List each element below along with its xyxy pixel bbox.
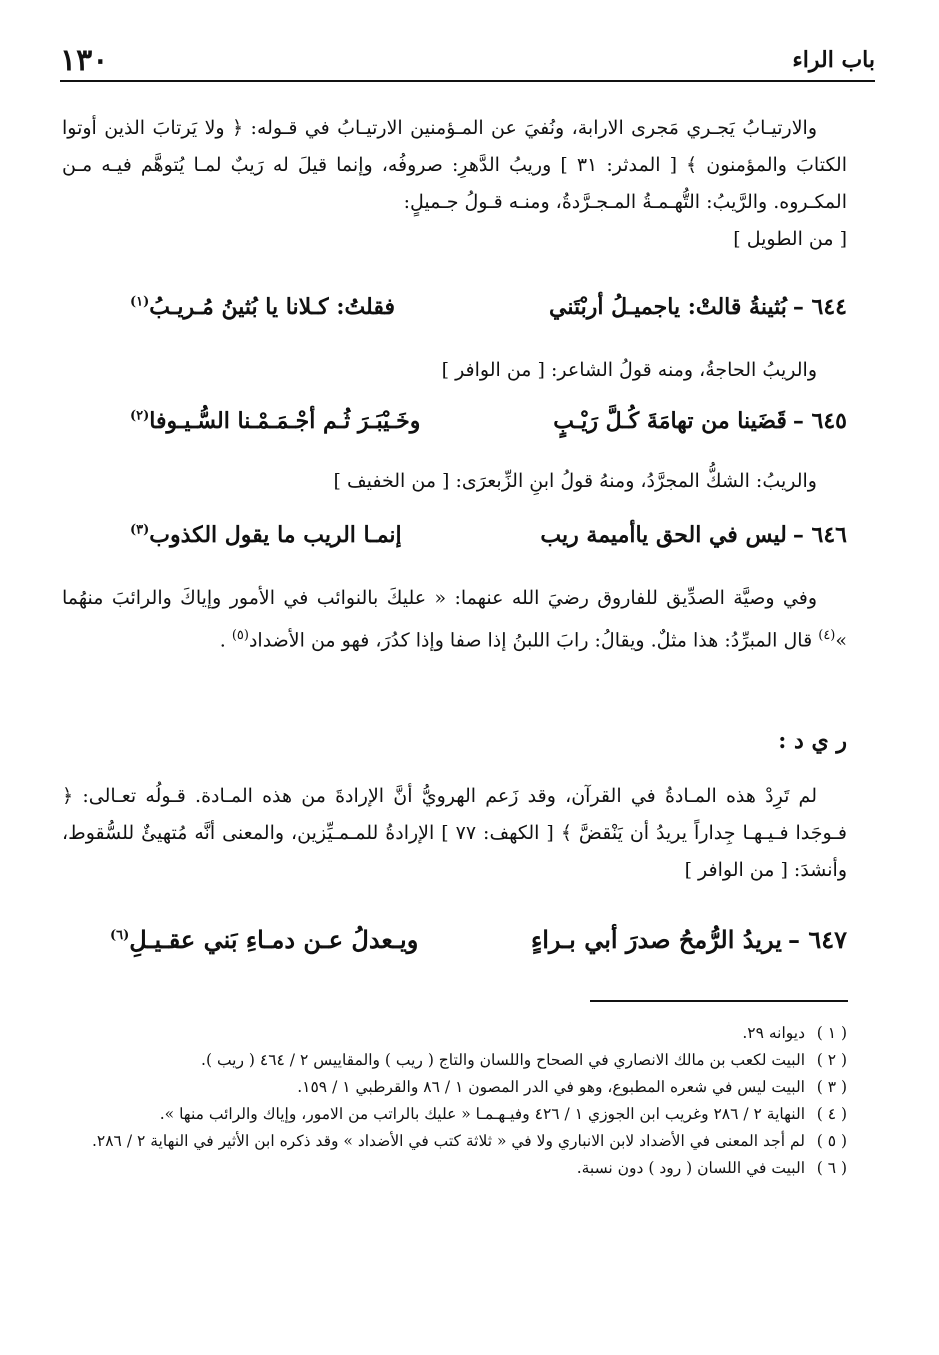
footnote [62,1020,847,1047]
footnote-text: البيت في اللسان ( رود ) دون نسبة. [576,1159,805,1177]
verse-number: ٦٤٦ – [792,522,847,548]
footnote-number: ( ٦ ) [816,1159,847,1177]
verse-645 [130,408,847,434]
footnote [62,1101,847,1128]
footnote [62,1155,847,1182]
text-after-645 [62,463,847,500]
verse-first-hemistich: ليس في الحق ياأميمة ريب [540,522,787,548]
footnote-ref: (٣) [130,522,150,538]
root-heading: ر ي د : [778,728,847,754]
footnote-number: ( ٤ ) [816,1105,847,1123]
footnote-ref: (٦) [110,928,130,943]
footnote-number: ( ٥ ) [816,1132,847,1150]
footnote-ref: (٤) [818,628,836,643]
paragraph: والريبُ الحاجةُ، ومنه قولُ الشاعر: [ من الوافر ] [441,359,817,381]
verse-644 [130,294,847,320]
verse-646 [130,522,847,548]
footnote-ref: (١) [130,294,150,310]
footnote-text: البيت لكعب بن مالك الانصاري في الصحاح واللسان والتاج ( ريب ) والمقاييس ٢ / ٤٦٤ ( ريب ). [201,1051,805,1069]
meter-label: [ من الطويل ] [733,228,847,250]
verse-number: ٦٤٥ – [792,408,847,434]
page-header [60,40,875,82]
verse-second-hemistich: إنمـا الريب ما يقول الكذوب [149,522,402,548]
verse-first-hemistich: يريدُ الرُّمحُ صدرَ أبي بـراءٍ [530,925,782,954]
footnote-ref: (٢) [130,408,150,424]
paragraph: وفي وصيَّة الصدِّيق للفاروق رضيَ الله عنهما: « عليكَ بالنوائب في الأمور وإياكَ والرائبَ منهُما »$^{(٤)}$ قال المبرِّدُ: هذا مثلٌ. ويقالُ: رابَ اللبنُ إذا صفا وإذا كدُرَ، فهو من الأضداد$^{(٥)}$ . [62,587,847,652]
footnotes [62,1020,847,1182]
verse-647 [110,925,847,954]
text-after-644 [62,352,847,389]
intro-paragraph: والارتيـابُ يَجـري مَجرى الارابة، ونُفيَ عن المـؤمنين الارتيـابُ في قـوله: ﴿ ولا يَرتابَ الذين أوتوا الكتابَ والمؤمنون ﴾ [ المدثر: ٣١ ] وريبُ الدَّهرِ: صروفُه، وإنما قيلَ له رَيبٌ لمـا يُتوهَّم فيـه مـن المكـروه. والرَّيبُ: التُّهـمـةُ المـجـرَّدةُ، ومنـه قـولُ جـميلٍ: [62,117,847,213]
page-number: ١٣٠ [60,42,109,78]
verse-second-hemistich: فقلتُ: كـلانا يا بُثينُ مُـريـبُ [149,294,395,320]
verse-first-hemistich: قَضَينا من تهامَةَ كُـلَّ رَيْـبٍ [553,408,787,434]
verse-second-hemistich: وخَـيْبَـرَ ثُـم أجْـمَـمْـنا السُّـيـوفا [149,408,421,434]
verse-number: ٦٤٧ – [787,925,847,954]
footnote-divider [590,1000,848,1002]
footnote-ref: (٥) [231,628,249,643]
text-after-646 [62,580,847,659]
footnote-number: ( ٣ ) [816,1078,847,1096]
footnote-text: ديوانه ٢٩. [742,1024,805,1042]
footnote-text: لم أجد المعنى في الأضداد لابن الانباري ولا في « ثلاثة كتب في الأضداد » وقد ذكره ابن الأثير في النهاية ٢ / ٢٨٦. [91,1132,805,1150]
footnote [62,1128,847,1155]
intro-block [62,110,847,258]
chapter-title: باب الراء [792,47,875,73]
paragraph: لم تَرِدْ هذه المـادةُ في القرآن، وقد زَعم الهرويُّ أنَّ الإرادةَ من هذه المـادة. قـولُه تعـالى: ﴿ فـوجَدا فـيـهـا جِداراً يريدُ أن يَنْقضَّ ﴾ [ الكهف: ٧٧ ] الإرادةُ للمـمـيِّزين، والمعنى أنَّه مُتهيئٌ للسُّقوط، وأنشدَ: [ من الوافر ] [62,785,847,881]
footnote [62,1047,847,1074]
footnote-text: النهاية ٢ / ٢٨٦ وغريب ابن الجوزي ١ / ٤٢٦ وفيـهـمـا « عليك بالراتب من الامور، وإياك والرائب منها ». [159,1105,805,1123]
verse-number: ٦٤٤ – [792,294,847,320]
rid-block [62,778,847,889]
footnote-number: ( ٢ ) [816,1051,847,1069]
verse-first-hemistich: بُثينةُ قالتْ: ياجميـلُ أربْتَني [549,294,787,320]
footnote-text: البيت ليس في شعره المطبوع، وهو في الدر المصون ١ / ٨٦ والقرطبي ١ / ١٥٩. [297,1078,805,1096]
footnote [62,1074,847,1101]
paragraph: والريبُ: الشكُّ المجرَّدُ، ومنهُ قولُ ابنِ الزِّبعرَى: [ من الخفيف ] [333,470,817,492]
verse-second-hemistich: ويـعدلُ عـن دمـاءِ بَني عقـيـلِ [129,925,419,954]
footnote-number: ( ١ ) [816,1024,847,1042]
